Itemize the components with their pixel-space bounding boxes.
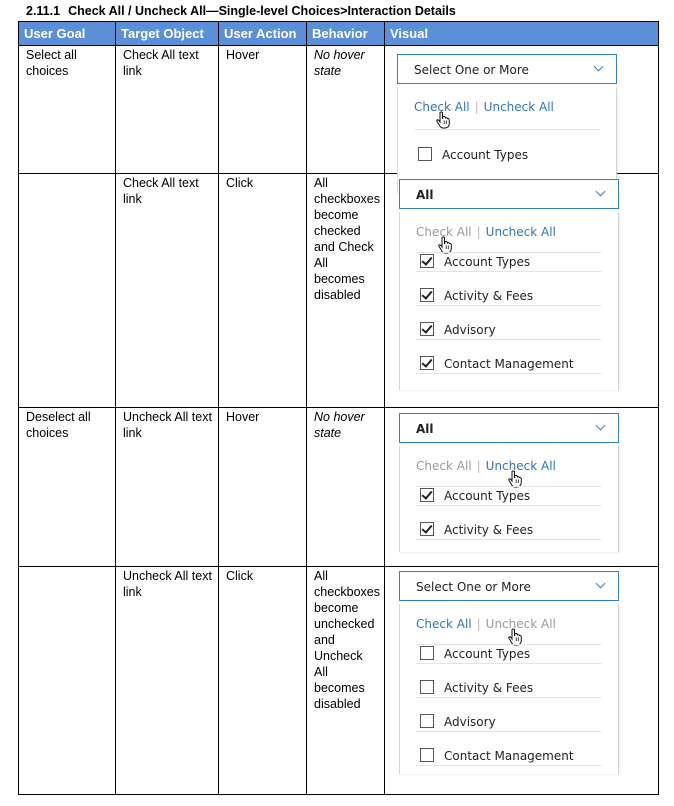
dropdown-panel (399, 212, 619, 390)
cell-target-object: Uncheck All text link (116, 408, 219, 567)
divider (416, 731, 602, 732)
checkbox-unchecked-icon[interactable] (420, 714, 434, 728)
divider (416, 697, 602, 698)
uncheck-all-link[interactable]: Uncheck All (485, 459, 556, 473)
checkbox-label: Account Types (444, 489, 531, 503)
check-all-link[interactable]: Check All (414, 100, 470, 114)
check-all-link[interactable]: Check All (416, 459, 472, 473)
check-links (414, 99, 554, 115)
divider (416, 486, 602, 487)
dropdown-panel (399, 604, 619, 774)
checkbox-unchecked-icon[interactable] (420, 680, 434, 694)
uncheck-all-link[interactable]: Uncheck All (483, 100, 554, 114)
checkbox-option[interactable] (420, 680, 533, 696)
table-row (19, 567, 659, 795)
checkbox-option[interactable] (420, 356, 574, 372)
select-value: Select One or More (416, 580, 531, 594)
col-header-target-object: Target Object (116, 22, 219, 46)
checkbox-label: Activity & Fees (444, 289, 534, 303)
checkbox-option[interactable] (420, 748, 574, 764)
col-header-visual: Visual (385, 22, 659, 46)
checkbox-option[interactable] (420, 714, 496, 730)
cell-user-goal: Deselect all choices (19, 408, 116, 567)
checkbox-unchecked-icon[interactable] (420, 646, 434, 660)
divider (416, 663, 602, 664)
checkbox-option[interactable] (420, 288, 533, 304)
divider (416, 644, 602, 645)
checkbox-checked-icon[interactable] (420, 288, 434, 302)
checkbox-label: Advisory (444, 323, 496, 337)
col-header-behavior: Behavior (307, 22, 385, 46)
check-all-link[interactable]: Check All (416, 225, 472, 239)
cell-user-goal (19, 567, 116, 795)
select-value: All (416, 422, 434, 436)
chevron-down-icon (596, 421, 606, 431)
cell-user-action: Hover (219, 408, 307, 567)
table-row (19, 174, 659, 408)
link-separator: | (476, 617, 481, 631)
check-all-link[interactable]: Check All (416, 617, 472, 631)
cell-user-goal: Select all choices (19, 46, 116, 174)
checkbox-label: Contact Management (444, 749, 574, 763)
col-header-user-goal: User Goal (19, 22, 116, 46)
divider (416, 505, 602, 506)
checkbox-label: Advisory (444, 715, 496, 729)
hand-pointer-cursor-icon (436, 111, 450, 129)
link-separator: | (476, 225, 481, 239)
checkbox-option[interactable] (420, 522, 533, 538)
uncheck-all-link[interactable]: Uncheck All (485, 225, 556, 239)
cell-visual (385, 567, 659, 795)
select-dropdown[interactable] (399, 413, 619, 443)
cell-target-object: Uncheck All text link (116, 567, 219, 795)
cell-user-action: Hover (219, 46, 307, 174)
divider (416, 271, 602, 272)
select-dropdown[interactable] (397, 54, 617, 84)
check-links (416, 224, 556, 240)
cell-behavior: All checkboxes become checked and Check All becomes disabled (307, 174, 385, 408)
checkbox-option[interactable] (420, 254, 530, 270)
checkbox-checked-icon[interactable] (420, 322, 434, 336)
checkbox-option[interactable] (420, 488, 530, 504)
checkbox-unchecked-icon[interactable] (420, 748, 434, 762)
cell-visual (385, 46, 659, 174)
select-dropdown[interactable] (399, 571, 619, 601)
uncheck-all-link[interactable]: Uncheck All (485, 617, 556, 631)
divider (416, 765, 602, 766)
cell-visual (385, 408, 659, 567)
checkbox-option[interactable] (420, 322, 496, 338)
divider (416, 373, 602, 374)
link-separator: | (476, 459, 481, 473)
chevron-down-icon (596, 187, 606, 197)
cell-behavior: All checkboxes become unchecked and Uncheck All becomes disabled (307, 567, 385, 795)
check-links (416, 458, 556, 474)
divider (416, 539, 602, 540)
cell-visual (385, 174, 659, 408)
table-row (19, 46, 659, 174)
multiselect-mockup (397, 54, 617, 193)
cell-behavior: No hover state (307, 408, 385, 567)
dropdown-panel (399, 446, 619, 552)
section-heading (26, 4, 456, 18)
cell-target-object: Check All text link (116, 174, 219, 408)
checkbox-option[interactable] (420, 646, 530, 662)
checkbox-checked-icon[interactable] (420, 356, 434, 370)
chevron-down-icon (596, 579, 606, 589)
interaction-table (18, 21, 659, 795)
chevron-down-icon (594, 62, 604, 72)
divider (416, 252, 602, 253)
check-links (416, 616, 556, 632)
divider (416, 305, 602, 306)
link-separator: | (474, 100, 479, 114)
cell-behavior: No hover state (307, 46, 385, 174)
checkbox-unchecked-icon[interactable] (418, 147, 432, 161)
multiselect-mockup (399, 179, 619, 390)
select-value: Select One or More (414, 63, 529, 77)
col-header-user-action: User Action (219, 22, 307, 46)
checkbox-label: Account Types (444, 255, 531, 269)
checkbox-label: Contact Management (444, 357, 574, 371)
multiselect-mockup (399, 571, 619, 774)
section-number: 2.11.1 (26, 4, 61, 18)
cell-user-action: Click (219, 567, 307, 795)
checkbox-label: Account Types (442, 148, 529, 162)
checkbox-label: Activity & Fees (444, 523, 534, 537)
checkbox-label: Account Types (444, 647, 531, 661)
divider (414, 129, 600, 130)
multiselect-mockup (399, 413, 619, 552)
checkbox-checked-icon[interactable] (420, 488, 434, 502)
checkbox-checked-icon[interactable] (420, 254, 434, 268)
cell-user-action: Click (219, 174, 307, 408)
section-title: Check All / Uncheck All—Single-level Choices>Interaction Details (68, 4, 456, 18)
cell-target-object: Check All text link (116, 46, 219, 174)
select-value: All (416, 188, 434, 202)
table-row (19, 408, 659, 567)
select-dropdown[interactable] (399, 179, 619, 209)
checkbox-label: Activity & Fees (444, 681, 534, 695)
divider (416, 339, 602, 340)
cell-user-goal (19, 174, 116, 408)
checkbox-option[interactable] (418, 147, 528, 163)
header-row (19, 22, 659, 46)
checkbox-checked-icon[interactable] (420, 522, 434, 536)
